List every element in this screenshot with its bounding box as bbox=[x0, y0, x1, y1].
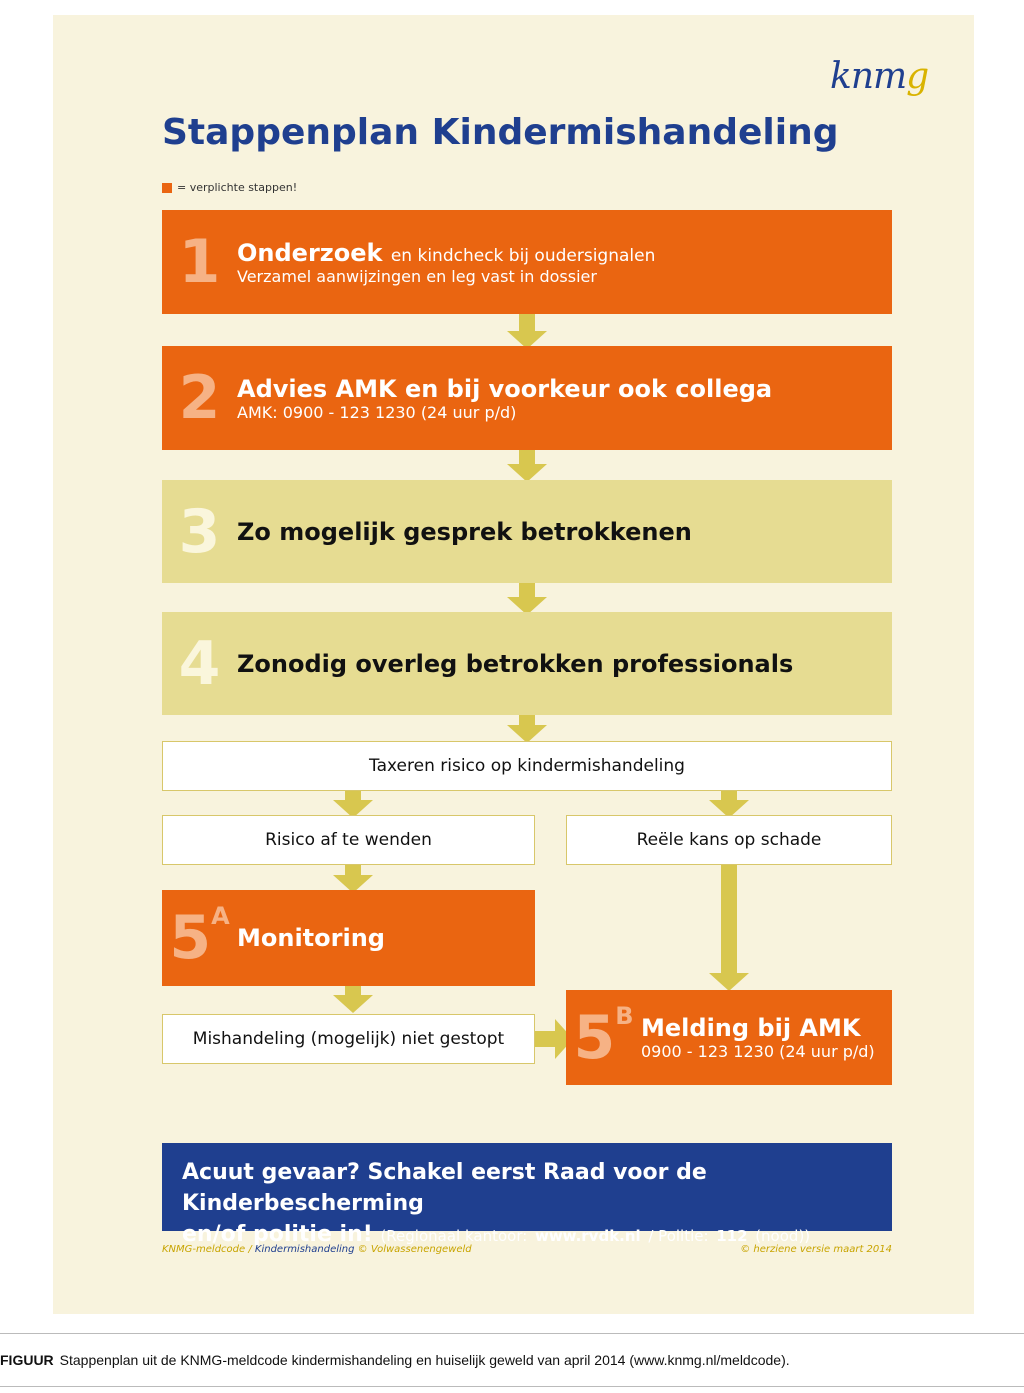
risico-box: Risico af te wenden bbox=[162, 815, 535, 865]
step-5b bbox=[566, 990, 892, 1085]
arrow-shaft bbox=[721, 791, 737, 800]
step-1 bbox=[162, 210, 892, 314]
step-title: Onderzoek bbox=[237, 238, 383, 267]
step-number: 3 bbox=[178, 496, 221, 567]
knmg-logo: knmg bbox=[830, 56, 929, 97]
step-title: Monitoring bbox=[237, 924, 385, 952]
step-subtitle: Verzamel aanwijzingen en leg vast in dossier bbox=[237, 266, 597, 286]
step-5a bbox=[162, 890, 535, 986]
taxeren-box: Taxeren risico op kindermishandeling bbox=[162, 741, 892, 791]
step-subtitle: AMK: 0900 - 123 1230 (24 uur p/d) bbox=[237, 402, 517, 422]
niet-gestopt-box: Mishandeling (mogelijk) niet gestopt bbox=[162, 1014, 535, 1064]
legend-label: = verplichte stappen! bbox=[177, 181, 298, 194]
arrow-shaft bbox=[721, 865, 737, 973]
arrow-shaft bbox=[519, 583, 535, 597]
arrow-shaft bbox=[519, 314, 535, 331]
footer-left: KNMG-meldcode / Kindermishandeling © Volwassenengeweld bbox=[162, 1244, 472, 1255]
figure-caption: FIGUUR Stappenplan uit de KNMG-meldcode kindermishandeling en huiselijk geweld van april 2014 (www.knmg.nl/meldcode). bbox=[0, 1352, 790, 1368]
kans-box: Reële kans op schade bbox=[566, 815, 892, 865]
step-number: $5^B$ bbox=[573, 1001, 634, 1073]
alert-line-2: en/of politie in! (Regionaal kantoor: www.rvdk.nl / Politie: 112 (nood)) bbox=[182, 1222, 811, 1247]
arrow-down bbox=[709, 973, 749, 991]
arrow-down bbox=[333, 995, 373, 1013]
step-number: $5^A$ bbox=[169, 902, 230, 973]
step-title: Melding bij AMK bbox=[641, 1014, 861, 1042]
caption-divider bbox=[0, 1333, 1024, 1334]
step-2 bbox=[162, 346, 892, 450]
footer-right: © herziene versie maart 2014 bbox=[740, 1244, 892, 1255]
arrow-shaft bbox=[345, 791, 361, 800]
arrow-shaft bbox=[535, 1031, 555, 1047]
page-title: Stappenplan Kindermishandeling bbox=[162, 112, 839, 153]
legend bbox=[162, 181, 297, 194]
step-4 bbox=[162, 612, 892, 715]
step-title: Zonodig overleg betrokken professionals bbox=[237, 649, 794, 678]
police-number: 112 bbox=[716, 1227, 748, 1245]
alert-line-1: Acuut gevaar? Schakel eerst Raad voor de Kinderbescherming bbox=[182, 1160, 707, 1216]
arrow-shaft bbox=[345, 986, 361, 995]
arrow-shaft bbox=[519, 715, 535, 725]
step-number: 2 bbox=[178, 363, 221, 433]
step-title: Advies AMK en bij voorkeur ook collega bbox=[237, 374, 773, 403]
legend-swatch bbox=[162, 183, 172, 193]
step-title-suffix: en kindcheck bij oudersignalen bbox=[390, 245, 656, 266]
step-number: 4 bbox=[178, 628, 221, 699]
caption-divider bbox=[0, 1386, 1024, 1387]
step-title: Zo mogelijk gesprek betrokkenen bbox=[237, 517, 692, 546]
arrow-shaft bbox=[345, 865, 361, 875]
arrow-shaft bbox=[519, 450, 535, 464]
rvdk-link[interactable]: www.rvdk.nl bbox=[534, 1227, 641, 1245]
step-3 bbox=[162, 480, 892, 583]
step-subtitle: 0900 - 123 1230 (24 uur p/d) bbox=[641, 1042, 875, 1061]
step-number: 1 bbox=[178, 227, 221, 297]
alert-box bbox=[162, 1143, 892, 1247]
